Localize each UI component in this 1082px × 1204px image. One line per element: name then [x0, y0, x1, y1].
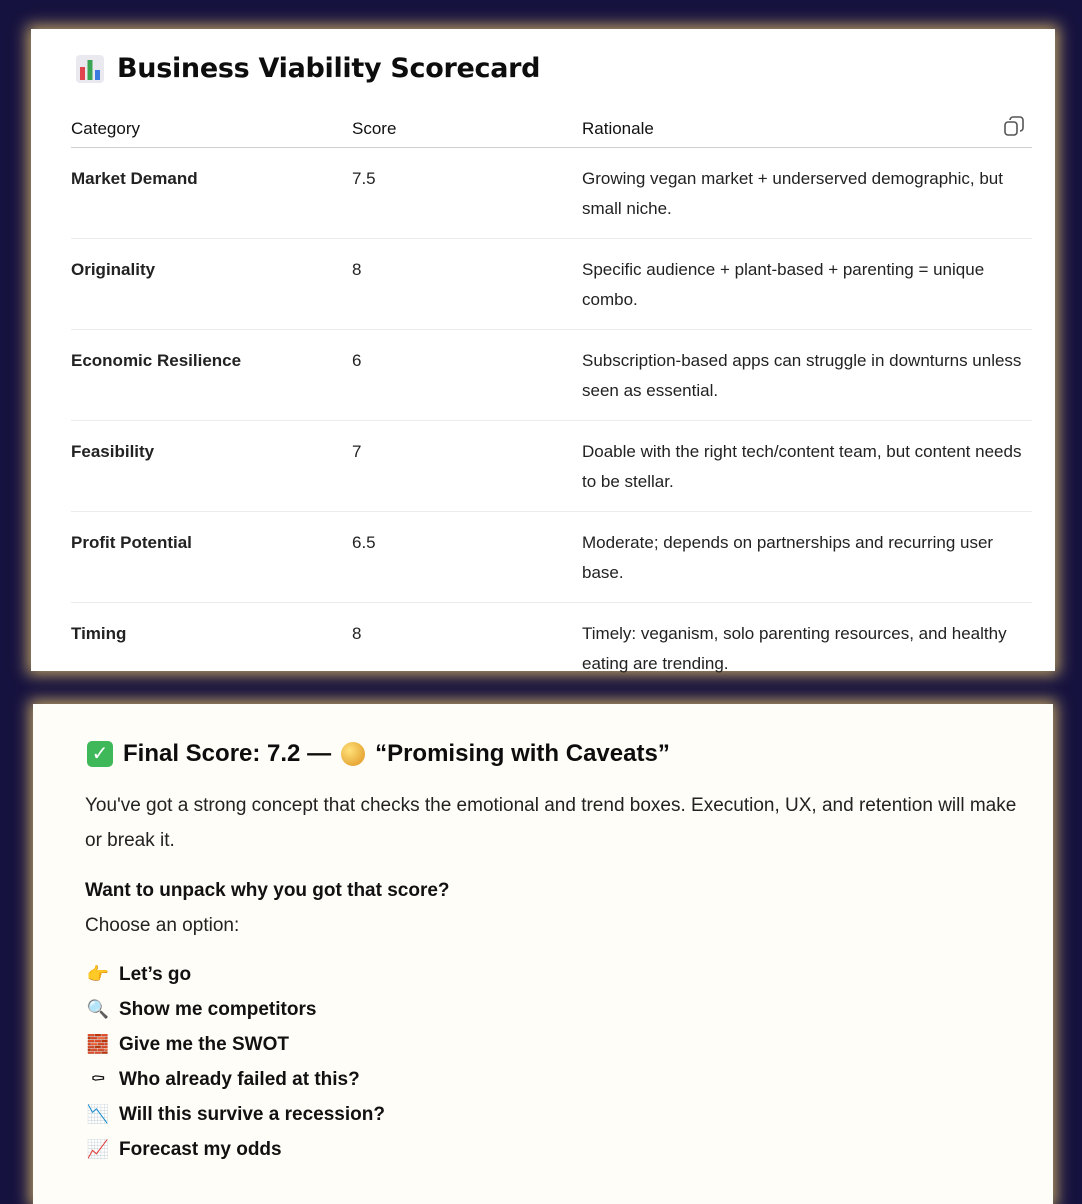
- scorecard-card: [31, 29, 1055, 671]
- check-mark-icon: ✓: [87, 741, 113, 767]
- option-show-competitors[interactable]: [87, 992, 385, 1027]
- table-row: [71, 239, 1032, 330]
- option-who-failed[interactable]: [87, 1062, 385, 1097]
- coffin-icon: ⚰: [90, 1069, 106, 1089]
- cell-score: 7: [352, 421, 582, 512]
- pointing-hand-icon: 👉: [86, 964, 110, 984]
- chart-decreasing-icon: 📉: [86, 1104, 110, 1124]
- scorecard-heading: [75, 53, 540, 84]
- option-label: Let’s go: [119, 963, 192, 985]
- choose-prompt: Choose an option:: [85, 915, 240, 936]
- header-score: Score: [352, 109, 582, 148]
- option-label: Forecast my odds: [119, 1138, 282, 1160]
- cell-rationale: Growing vegan market + underserved demographic, but small niche.: [582, 148, 1032, 239]
- chart-increasing-icon: 📈: [86, 1139, 110, 1159]
- scorecard-title: Business Viability Scorecard: [117, 53, 541, 84]
- yellow-circle-icon: [341, 742, 365, 766]
- final-score-label: Final Score: 7.2 —: [123, 740, 332, 767]
- cell-category: Market Demand: [71, 148, 352, 239]
- cell-score: 6: [352, 330, 582, 421]
- cell-rationale: Subscription-based apps can struggle in downturns unless seen as essential.: [582, 330, 1032, 421]
- cell-category: Feasibility: [71, 421, 352, 512]
- table-row: [71, 512, 1032, 603]
- cell-category: Originality: [71, 239, 352, 330]
- cell-score: 7.5: [352, 148, 582, 239]
- cell-category: Profit Potential: [71, 512, 352, 603]
- option-lets-go[interactable]: [87, 957, 385, 992]
- cell-rationale: Specific audience + plant-based + parenting = unique combo.: [582, 239, 1032, 330]
- bar-chart-icon: [75, 54, 105, 84]
- option-forecast[interactable]: [87, 1132, 385, 1167]
- brick-icon: 🧱: [86, 1034, 110, 1054]
- final-score-card: [33, 704, 1053, 1204]
- cell-score: 6.5: [352, 512, 582, 603]
- option-list: [87, 957, 385, 1167]
- option-label: Who already failed at this?: [119, 1068, 360, 1090]
- cell-rationale: Doable with the right tech/content team, but content needs to be stellar.: [582, 421, 1032, 512]
- option-label: Give me the SWOT: [119, 1033, 289, 1055]
- table-row: [71, 330, 1032, 421]
- option-label: Will this survive a recession?: [119, 1103, 385, 1125]
- cell-score: 8: [352, 624, 362, 643]
- option-label: Show me competitors: [119, 998, 317, 1020]
- option-swot[interactable]: [87, 1027, 385, 1062]
- cell-category: Economic Resilience: [71, 330, 352, 421]
- header-category: Category: [71, 109, 352, 148]
- table-header-row: [71, 109, 1032, 148]
- cell-rationale: Moderate; depends on partnerships and recurring user base.: [582, 512, 1032, 603]
- option-recession[interactable]: [87, 1097, 385, 1132]
- scorecard-table: [71, 109, 1032, 693]
- table-row: [71, 148, 1032, 239]
- cell-score: 8: [352, 239, 582, 330]
- table-row: [71, 603, 1032, 694]
- magnifier-icon: 🔍: [86, 999, 110, 1019]
- table-row: [71, 421, 1032, 512]
- unpack-question: Want to unpack why you got that score?: [85, 880, 450, 901]
- final-score-heading: [87, 740, 670, 768]
- cell-category: Timing: [71, 624, 127, 643]
- final-verdict: “Promising with Caveats”: [375, 740, 670, 767]
- final-summary: You've got a strong concept that checks the emotional and trend boxes. Execution, UX, and retention will make or break it.: [85, 795, 1017, 851]
- cell-rationale: Timely: veganism, solo parenting resources, and healthy eating are trending.: [582, 624, 1007, 673]
- header-rationale: Rationale: [582, 109, 1032, 148]
